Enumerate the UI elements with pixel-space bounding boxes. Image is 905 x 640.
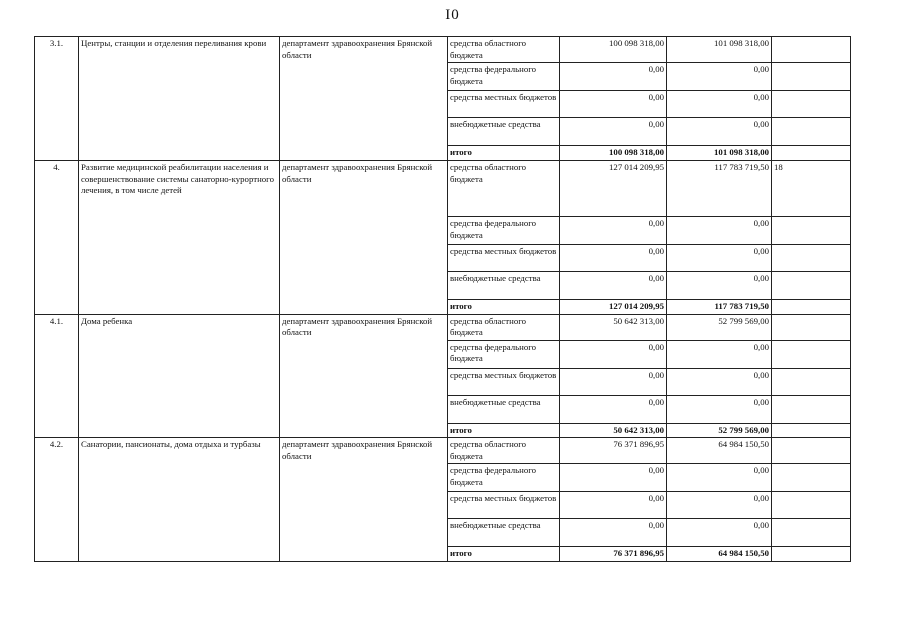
note-cell — [772, 492, 851, 519]
department: департамент здравоохранения Брянской области — [280, 438, 448, 562]
section-number: 4.2. — [35, 438, 79, 562]
section-number: 3.1. — [35, 37, 79, 161]
budget-table — [34, 36, 851, 562]
amount-year-1: 0,00 — [560, 464, 667, 492]
amount-year-2: 101 098 318,00 — [667, 146, 772, 161]
amount-year-1: 100 098 318,00 — [560, 146, 667, 161]
amount-year-1: 127 014 209,95 — [560, 300, 667, 315]
amount-year-2: 0,00 — [667, 245, 772, 272]
note-cell — [772, 37, 851, 63]
funding-source: средства федерального бюджета — [448, 63, 560, 91]
note-cell — [772, 272, 851, 300]
note-cell — [772, 368, 851, 395]
amount-year-2: 0,00 — [667, 272, 772, 300]
note-cell — [772, 423, 851, 438]
funding-source: итого — [448, 300, 560, 315]
amount-year-1: 76 371 896,95 — [560, 547, 667, 562]
note-cell — [772, 314, 851, 340]
table-row — [35, 438, 851, 464]
amount-year-2: 64 984 150,50 — [667, 438, 772, 464]
amount-year-2: 0,00 — [667, 368, 772, 395]
amount-year-2: 101 098 318,00 — [667, 37, 772, 63]
amount-year-1: 127 014 209,95 — [560, 161, 667, 217]
department: департамент здравоохранения Брянской области — [280, 314, 448, 438]
amount-year-2: 0,00 — [667, 340, 772, 368]
funding-source: внебюджетные средства — [448, 395, 560, 423]
note-cell — [772, 118, 851, 146]
amount-year-2: 0,00 — [667, 395, 772, 423]
section-number: 4.1. — [35, 314, 79, 438]
amount-year-1: 0,00 — [560, 395, 667, 423]
amount-year-1: 0,00 — [560, 63, 667, 91]
funding-source: средства федерального бюджета — [448, 217, 560, 245]
funding-source: средства федерального бюджета — [448, 464, 560, 492]
amount-year-2: 117 783 719,50 — [667, 300, 772, 315]
amount-year-1: 100 098 318,00 — [560, 37, 667, 63]
section-name: Центры, станции и отделения переливания крови — [79, 37, 280, 161]
funding-source: средства областного бюджета — [448, 161, 560, 217]
table-row — [35, 161, 851, 217]
amount-year-2: 0,00 — [667, 519, 772, 547]
funding-source: средства местных бюджетов — [448, 492, 560, 519]
amount-year-1: 0,00 — [560, 245, 667, 272]
note-cell — [772, 245, 851, 272]
amount-year-2: 117 783 719,50 — [667, 161, 772, 217]
amount-year-1: 0,00 — [560, 492, 667, 519]
amount-year-2: 0,00 — [667, 492, 772, 519]
note-cell — [772, 340, 851, 368]
funding-source: средства местных бюджетов — [448, 368, 560, 395]
amount-year-2: 52 799 569,00 — [667, 423, 772, 438]
amount-year-2: 0,00 — [667, 63, 772, 91]
section-name: Санатории, пансионаты, дома отдыха и турбазы — [79, 438, 280, 562]
note-cell — [772, 146, 851, 161]
table-row — [35, 37, 851, 63]
funding-source: средства федерального бюджета — [448, 340, 560, 368]
amount-year-1: 0,00 — [560, 519, 667, 547]
note-cell — [772, 547, 851, 562]
department: департамент здравоохранения Брянской области — [280, 37, 448, 161]
amount-year-1: 76 371 896,95 — [560, 438, 667, 464]
funding-source: итого — [448, 146, 560, 161]
amount-year-2: 0,00 — [667, 217, 772, 245]
amount-year-1: 0,00 — [560, 340, 667, 368]
funding-source: итого — [448, 423, 560, 438]
amount-year-2: 64 984 150,50 — [667, 547, 772, 562]
funding-source: средства областного бюджета — [448, 37, 560, 63]
page-number: I0 — [445, 7, 460, 23]
amount-year-2: 0,00 — [667, 91, 772, 118]
note-cell — [772, 63, 851, 91]
note-cell — [772, 464, 851, 492]
amount-year-2: 0,00 — [667, 118, 772, 146]
note-cell — [772, 91, 851, 118]
amount-year-1: 0,00 — [560, 272, 667, 300]
amount-year-1: 0,00 — [560, 368, 667, 395]
section-name: Развитие медицинской реабилитации населения и совершенствование системы санаторно-курортного лечения, в том числе детей — [79, 161, 280, 315]
funding-source: внебюджетные средства — [448, 519, 560, 547]
funding-source: средства местных бюджетов — [448, 91, 560, 118]
note-cell — [772, 519, 851, 547]
table-body — [35, 37, 851, 562]
note-cell — [772, 395, 851, 423]
amount-year-2: 0,00 — [667, 464, 772, 492]
amount-year-1: 0,00 — [560, 91, 667, 118]
funding-source: внебюджетные средства — [448, 272, 560, 300]
amount-year-1: 0,00 — [560, 118, 667, 146]
amount-year-1: 0,00 — [560, 217, 667, 245]
note-cell: 18 — [772, 161, 851, 217]
funding-source: средства местных бюджетов — [448, 245, 560, 272]
note-cell — [772, 438, 851, 464]
amount-year-1: 50 642 313,00 — [560, 423, 667, 438]
funding-source: внебюджетные средства — [448, 118, 560, 146]
funding-source: средства областного бюджета — [448, 438, 560, 464]
table-row — [35, 314, 851, 340]
funding-source: средства областного бюджета — [448, 314, 560, 340]
amount-year-2: 52 799 569,00 — [667, 314, 772, 340]
section-number: 4. — [35, 161, 79, 315]
funding-source: итого — [448, 547, 560, 562]
section-name: Дома ребенка — [79, 314, 280, 438]
note-cell — [772, 300, 851, 315]
note-cell — [772, 217, 851, 245]
amount-year-1: 50 642 313,00 — [560, 314, 667, 340]
department: департамент здравоохранения Брянской области — [280, 161, 448, 315]
